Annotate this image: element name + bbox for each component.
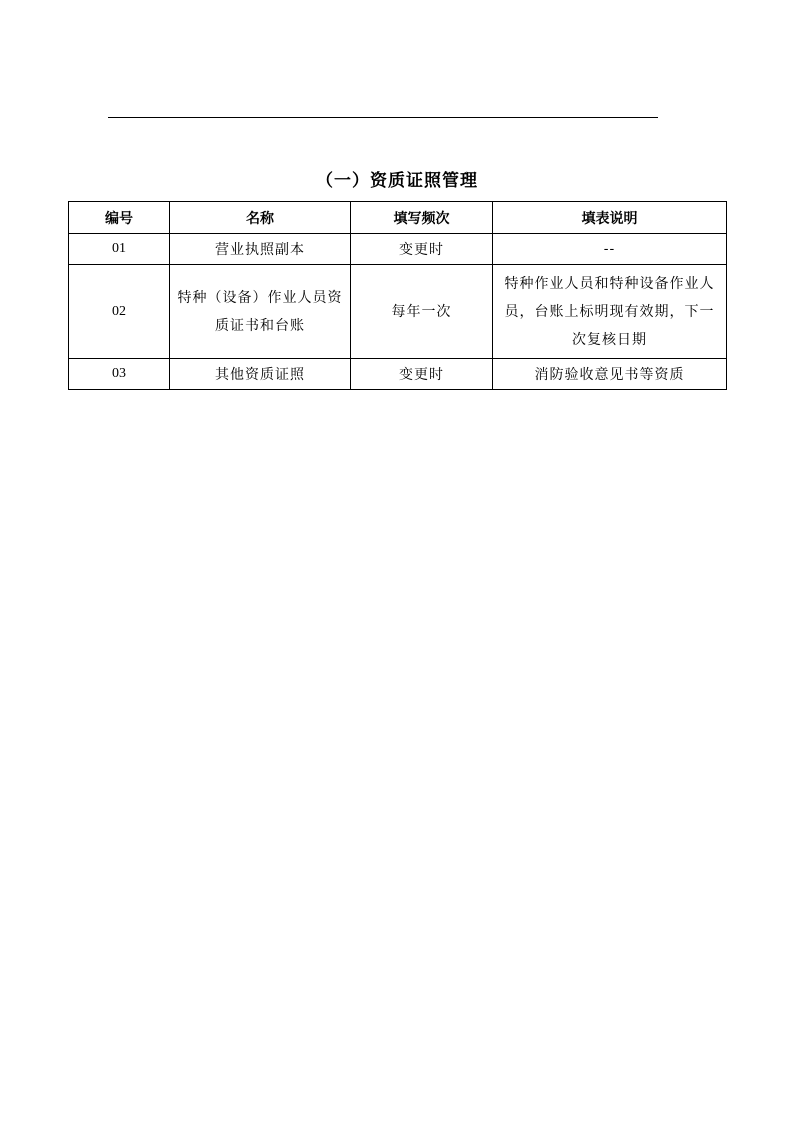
table-header-row xyxy=(69,202,727,234)
table-row xyxy=(69,359,727,390)
row-frequency: 变更时 xyxy=(351,359,493,390)
row-note: 特种作业人员和特种设备作业人员，台账上标明现有效期，下一次复核日期 xyxy=(493,265,727,359)
row-number: 01 xyxy=(69,234,170,265)
row-name: 特种（设备）作业人员资质证书和台账 xyxy=(170,265,351,359)
header-frequency: 填写频次 xyxy=(351,202,493,234)
header-name: 名称 xyxy=(170,202,351,234)
table-row xyxy=(69,234,727,265)
qualification-table xyxy=(68,201,727,390)
row-name: 营业执照副本 xyxy=(170,234,351,265)
row-frequency: 每年一次 xyxy=(351,265,493,359)
header-number: 编号 xyxy=(69,202,170,234)
row-note: 消防验收意见书等资质 xyxy=(493,359,727,390)
section-title: （一）资质证照管理 xyxy=(316,171,478,191)
row-name: 其他资质证照 xyxy=(170,359,351,390)
header-note: 填表说明 xyxy=(493,202,727,234)
row-note: -- xyxy=(493,234,727,265)
row-number: 03 xyxy=(69,359,170,390)
table-row xyxy=(69,265,727,359)
row-number: 02 xyxy=(69,265,170,359)
header-rule xyxy=(108,117,658,118)
row-frequency: 变更时 xyxy=(351,234,493,265)
